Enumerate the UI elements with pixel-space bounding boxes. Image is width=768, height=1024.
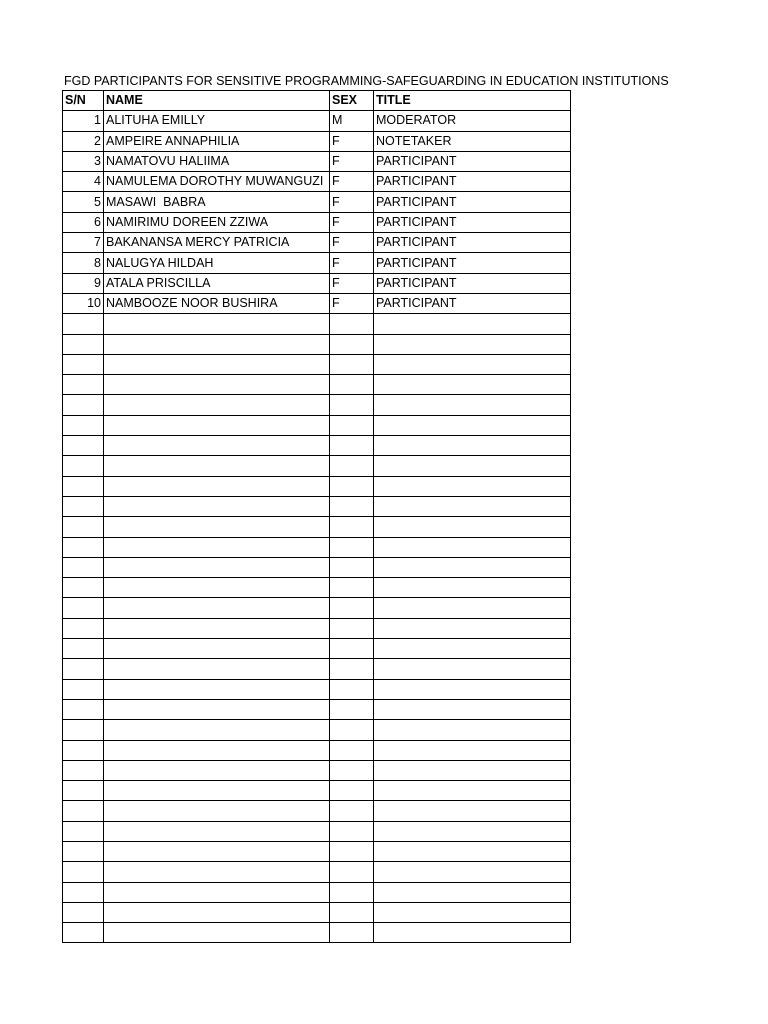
empty-row — [63, 740, 571, 760]
empty-row — [63, 456, 571, 476]
header-sex: SEX — [330, 91, 374, 111]
empty-cell-name — [104, 923, 330, 943]
empty-row — [63, 415, 571, 435]
empty-row — [63, 639, 571, 659]
empty-row — [63, 334, 571, 354]
empty-cell-sex — [330, 314, 374, 334]
empty-cell-name — [104, 902, 330, 922]
cell-sex: F — [330, 273, 374, 293]
empty-cell-sn — [63, 395, 104, 415]
cell-name: NAMBOOZE NOOR BUSHIRA — [104, 293, 330, 313]
empty-cell-title — [374, 841, 571, 861]
empty-cell-sex — [330, 517, 374, 537]
cell-sn: 9 — [63, 273, 104, 293]
empty-row — [63, 436, 571, 456]
empty-cell-sn — [63, 740, 104, 760]
empty-cell-title — [374, 496, 571, 516]
empty-cell-sn — [63, 760, 104, 780]
empty-row — [63, 679, 571, 699]
empty-row — [63, 882, 571, 902]
empty-cell-title — [374, 740, 571, 760]
empty-cell-title — [374, 902, 571, 922]
empty-cell-title — [374, 334, 571, 354]
empty-cell-sex — [330, 679, 374, 699]
cell-title: PARTICIPANT — [374, 273, 571, 293]
cell-name: NALUGYA HILDAH — [104, 253, 330, 273]
empty-row — [63, 760, 571, 780]
empty-cell-sn — [63, 781, 104, 801]
empty-row — [63, 902, 571, 922]
empty-cell-sex — [330, 436, 374, 456]
empty-row — [63, 841, 571, 861]
cell-title: MODERATOR — [374, 111, 571, 131]
empty-cell-name — [104, 659, 330, 679]
empty-cell-sn — [63, 801, 104, 821]
cell-title: PARTICIPANT — [374, 212, 571, 232]
empty-cell-name — [104, 354, 330, 374]
empty-cell-sn — [63, 496, 104, 516]
empty-cell-title — [374, 882, 571, 902]
empty-cell-sn — [63, 578, 104, 598]
cell-sn: 10 — [63, 293, 104, 313]
empty-cell-name — [104, 314, 330, 334]
header-title: TITLE — [374, 91, 571, 111]
empty-row — [63, 699, 571, 719]
empty-cell-sex — [330, 578, 374, 598]
participants-table — [62, 90, 571, 943]
empty-cell-sn — [63, 679, 104, 699]
cell-name: AMPEIRE ANNAPHILIA — [104, 131, 330, 151]
empty-row — [63, 720, 571, 740]
empty-row — [63, 557, 571, 577]
empty-cell-title — [374, 395, 571, 415]
empty-cell-name — [104, 334, 330, 354]
empty-row — [63, 537, 571, 557]
empty-cell-sex — [330, 882, 374, 902]
empty-cell-title — [374, 781, 571, 801]
empty-cell-title — [374, 821, 571, 841]
empty-cell-name — [104, 476, 330, 496]
cell-sex: F — [330, 253, 374, 273]
empty-cell-title — [374, 618, 571, 638]
cell-sn: 7 — [63, 233, 104, 253]
empty-cell-title — [374, 537, 571, 557]
empty-cell-name — [104, 496, 330, 516]
empty-cell-sex — [330, 902, 374, 922]
empty-cell-title — [374, 598, 571, 618]
empty-cell-sn — [63, 841, 104, 861]
cell-title: PARTICIPANT — [374, 293, 571, 313]
empty-cell-title — [374, 760, 571, 780]
empty-cell-name — [104, 537, 330, 557]
table-row — [63, 233, 571, 253]
empty-cell-sex — [330, 862, 374, 882]
cell-name: ATALA PRISCILLA — [104, 273, 330, 293]
empty-cell-name — [104, 841, 330, 861]
empty-cell-name — [104, 456, 330, 476]
empty-row — [63, 618, 571, 638]
table-row — [63, 172, 571, 192]
cell-name: ALITUHA EMILLY — [104, 111, 330, 131]
empty-row — [63, 781, 571, 801]
empty-cell-sn — [63, 618, 104, 638]
cell-sex: F — [330, 151, 374, 171]
empty-cell-sex — [330, 375, 374, 395]
empty-cell-sex — [330, 496, 374, 516]
empty-row — [63, 375, 571, 395]
empty-cell-sex — [330, 334, 374, 354]
empty-cell-title — [374, 415, 571, 435]
cell-sex: F — [330, 233, 374, 253]
empty-cell-sn — [63, 517, 104, 537]
empty-row — [63, 395, 571, 415]
empty-cell-title — [374, 679, 571, 699]
empty-cell-sn — [63, 720, 104, 740]
cell-sn: 4 — [63, 172, 104, 192]
empty-cell-title — [374, 314, 571, 334]
empty-cell-name — [104, 517, 330, 537]
cell-title: PARTICIPANT — [374, 233, 571, 253]
table-row — [63, 253, 571, 273]
empty-cell-name — [104, 699, 330, 719]
empty-cell-sex — [330, 720, 374, 740]
empty-cell-sex — [330, 476, 374, 496]
empty-cell-sex — [330, 618, 374, 638]
empty-cell-name — [104, 740, 330, 760]
empty-cell-title — [374, 476, 571, 496]
empty-cell-title — [374, 801, 571, 821]
cell-sn: 1 — [63, 111, 104, 131]
empty-cell-name — [104, 639, 330, 659]
empty-cell-sn — [63, 902, 104, 922]
table-row — [63, 212, 571, 232]
empty-cell-name — [104, 578, 330, 598]
empty-row — [63, 476, 571, 496]
cell-name: NAMIRIMU DOREEN ZZIWA — [104, 212, 330, 232]
empty-cell-title — [374, 720, 571, 740]
empty-cell-sn — [63, 557, 104, 577]
empty-cell-sex — [330, 395, 374, 415]
empty-cell-sex — [330, 537, 374, 557]
empty-row — [63, 821, 571, 841]
empty-cell-sex — [330, 659, 374, 679]
cell-sn: 6 — [63, 212, 104, 232]
empty-cell-sex — [330, 781, 374, 801]
empty-cell-sn — [63, 334, 104, 354]
empty-cell-name — [104, 821, 330, 841]
empty-row — [63, 801, 571, 821]
empty-row — [63, 354, 571, 374]
empty-cell-title — [374, 923, 571, 943]
cell-title: NOTETAKER — [374, 131, 571, 151]
empty-cell-sex — [330, 841, 374, 861]
empty-cell-name — [104, 720, 330, 740]
empty-cell-sex — [330, 699, 374, 719]
empty-cell-title — [374, 659, 571, 679]
cell-title: PARTICIPANT — [374, 172, 571, 192]
empty-cell-sn — [63, 821, 104, 841]
cell-sex: F — [330, 212, 374, 232]
empty-cell-sn — [63, 354, 104, 374]
empty-cell-name — [104, 598, 330, 618]
empty-cell-title — [374, 456, 571, 476]
cell-sn: 2 — [63, 131, 104, 151]
empty-cell-title — [374, 557, 571, 577]
empty-cell-sex — [330, 639, 374, 659]
empty-cell-name — [104, 618, 330, 638]
empty-cell-name — [104, 781, 330, 801]
empty-cell-sex — [330, 456, 374, 476]
cell-sn: 3 — [63, 151, 104, 171]
empty-cell-title — [374, 436, 571, 456]
cell-sex: F — [330, 172, 374, 192]
empty-cell-name — [104, 760, 330, 780]
empty-cell-title — [374, 699, 571, 719]
cell-sex: M — [330, 111, 374, 131]
empty-cell-name — [104, 801, 330, 821]
table-row — [63, 111, 571, 131]
empty-cell-sn — [63, 862, 104, 882]
table-body — [63, 111, 571, 943]
empty-cell-sn — [63, 598, 104, 618]
empty-cell-name — [104, 436, 330, 456]
empty-row — [63, 496, 571, 516]
empty-cell-sn — [63, 456, 104, 476]
cell-name: NAMULEMA DOROTHY MUWANGUZI — [104, 172, 330, 192]
empty-cell-sex — [330, 598, 374, 618]
cell-name: BAKANANSA MERCY PATRICIA — [104, 233, 330, 253]
empty-cell-sex — [330, 923, 374, 943]
empty-cell-name — [104, 375, 330, 395]
empty-cell-sn — [63, 659, 104, 679]
empty-cell-sex — [330, 557, 374, 577]
empty-cell-sn — [63, 375, 104, 395]
empty-cell-title — [374, 354, 571, 374]
cell-sex: F — [330, 192, 374, 212]
table-row — [63, 151, 571, 171]
empty-cell-name — [104, 862, 330, 882]
empty-cell-sn — [63, 415, 104, 435]
empty-row — [63, 598, 571, 618]
empty-cell-name — [104, 882, 330, 902]
cell-sex: F — [330, 293, 374, 313]
header-sn: S/N — [63, 91, 104, 111]
empty-cell-sn — [63, 639, 104, 659]
empty-cell-title — [374, 639, 571, 659]
table-row — [63, 192, 571, 212]
empty-cell-sex — [330, 740, 374, 760]
cell-sn: 5 — [63, 192, 104, 212]
empty-cell-title — [374, 578, 571, 598]
empty-cell-name — [104, 395, 330, 415]
cell-name: NAMATOVU HALIIMA — [104, 151, 330, 171]
empty-cell-sn — [63, 314, 104, 334]
empty-cell-sex — [330, 821, 374, 841]
empty-cell-name — [104, 415, 330, 435]
empty-cell-sn — [63, 882, 104, 902]
cell-title: PARTICIPANT — [374, 192, 571, 212]
empty-cell-sn — [63, 436, 104, 456]
empty-cell-title — [374, 517, 571, 537]
cell-title: PARTICIPANT — [374, 253, 571, 273]
empty-row — [63, 659, 571, 679]
document-title: FGD PARTICIPANTS FOR SENSITIVE PROGRAMMING-SAFEGUARDING IN EDUCATION INSTITUTIONS — [64, 74, 669, 88]
empty-cell-sex — [330, 801, 374, 821]
empty-cell-sn — [63, 537, 104, 557]
empty-cell-name — [104, 679, 330, 699]
empty-row — [63, 314, 571, 334]
header-row — [63, 91, 571, 111]
table-row — [63, 131, 571, 151]
empty-row — [63, 578, 571, 598]
empty-cell-title — [374, 862, 571, 882]
cell-title: PARTICIPANT — [374, 151, 571, 171]
empty-cell-name — [104, 557, 330, 577]
header-name: NAME — [104, 91, 330, 111]
table-row — [63, 293, 571, 313]
empty-cell-sex — [330, 354, 374, 374]
empty-cell-sex — [330, 760, 374, 780]
table-row — [63, 273, 571, 293]
cell-name: MASAWI BABRA — [104, 192, 330, 212]
empty-cell-sex — [330, 415, 374, 435]
empty-cell-title — [374, 375, 571, 395]
cell-sn: 8 — [63, 253, 104, 273]
empty-row — [63, 517, 571, 537]
empty-cell-sn — [63, 476, 104, 496]
empty-row — [63, 923, 571, 943]
empty-cell-sn — [63, 699, 104, 719]
empty-cell-sn — [63, 923, 104, 943]
cell-sex: F — [330, 131, 374, 151]
empty-row — [63, 862, 571, 882]
